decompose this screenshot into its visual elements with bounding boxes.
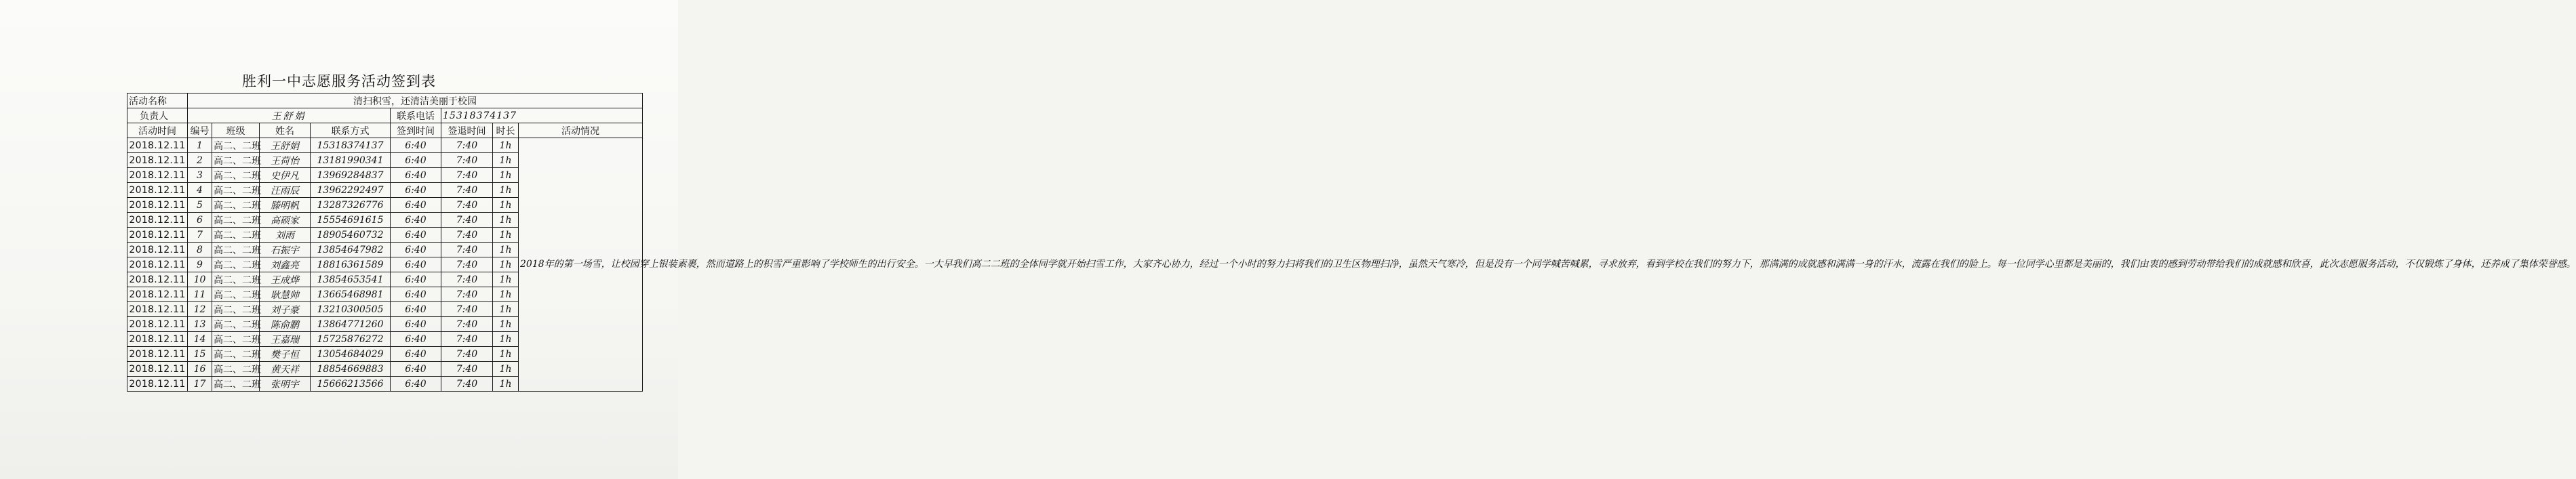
row-checkin: 6:40 (391, 332, 441, 347)
row-date: 2018.12.11 (127, 138, 188, 153)
row-checkout: 7:40 (441, 228, 493, 243)
row-duration: 1h (493, 272, 519, 287)
row-number: 12 (188, 302, 212, 317)
row-class: 高二、二班 (212, 377, 260, 392)
row-name: 王舒娟 (260, 138, 311, 153)
row-phone: 13181990341 (311, 153, 391, 168)
row-number: 9 (188, 257, 212, 272)
row-date: 2018.12.11 (127, 272, 188, 287)
col-header-phone: 联系方式 (311, 123, 391, 138)
row-checkin: 6:40 (391, 317, 441, 332)
row-name: 史伊凡 (260, 168, 311, 183)
col-header-checkin: 签到时间 (391, 123, 441, 138)
row-phone: 13210300505 (311, 302, 391, 317)
row-class: 高二、二班 (212, 228, 260, 243)
row-name: 王荷怡 (260, 153, 311, 168)
col-header-summary: 活动情况 (519, 123, 643, 138)
sign-in-table (127, 93, 2576, 392)
row-phone: 13962292497 (311, 183, 391, 198)
row-checkout: 7:40 (441, 347, 493, 362)
row-class: 高二、二班 (212, 153, 260, 168)
activity-summary: 2018年的第一场雪，让校园穿上银装素裹，然而道路上的积雪严重影响了学校师生的出行安全。一大早我们高二二班的全体同学就开始扫雪工作，大家齐心协力，经过一个小时的努力扫将我们的卫生区物理扫净，虽然天气寒冷，但是没有一个同学喊苦喊累，寻求放弃，看到学校在我们的努力下，那满满的成就感和满满一身的汗水，流露在我们的脸上。每一位同学心里都是美丽的，我们由衷的感到劳动带给我们的成就感和欣喜，此次志愿服务活动，不仅锻炼了身体，还养成了集体荣誉感。 (519, 138, 643, 392)
row-name: 耿慧帅 (260, 287, 311, 302)
row-number: 10 (188, 272, 212, 287)
row-name: 张明宇 (260, 377, 311, 392)
row-phone: 18854669883 (311, 362, 391, 377)
row-checkout: 7:40 (441, 317, 493, 332)
row-class: 高二、二班 (212, 272, 260, 287)
row-duration: 1h (493, 317, 519, 332)
row-duration: 1h (493, 213, 519, 228)
row-phone: 18816361589 (311, 257, 391, 272)
row-phone: 13287326776 (311, 198, 391, 213)
row-number: 17 (188, 377, 212, 392)
row-date: 2018.12.11 (127, 347, 188, 362)
row-phone: 15725876272 (311, 332, 391, 347)
row-checkin: 6:40 (391, 228, 441, 243)
row-duration: 1h (493, 302, 519, 317)
row-checkout: 7:40 (441, 213, 493, 228)
table-row (127, 138, 643, 153)
row-number: 4 (188, 183, 212, 198)
row-name: 樊子恒 (260, 347, 311, 362)
activity-name-label: 活动名称 (127, 93, 188, 108)
leader-value: 王舒娟 (188, 108, 391, 123)
row-duration: 1h (493, 228, 519, 243)
row-phone: 15318374137 (311, 138, 391, 153)
row-phone: 13054684029 (311, 347, 391, 362)
row-duration: 1h (493, 243, 519, 257)
row-name: 高硕家 (260, 213, 311, 228)
row-name: 刘雨 (260, 228, 311, 243)
row-number: 1 (188, 138, 212, 153)
col-header-checkout: 签退时间 (441, 123, 493, 138)
row-class: 高二、二班 (212, 257, 260, 272)
row-phone: 13969284837 (311, 168, 391, 183)
row-name: 黄天祥 (260, 362, 311, 377)
row-date: 2018.12.11 (127, 257, 188, 272)
row-checkout: 7:40 (441, 198, 493, 213)
row-checkin: 6:40 (391, 302, 441, 317)
row-checkout: 7:40 (441, 168, 493, 183)
row-name: 王成烨 (260, 272, 311, 287)
row-date: 2018.12.11 (127, 377, 188, 392)
col-header-duration: 时长 (493, 123, 519, 138)
row-duration: 1h (493, 138, 519, 153)
row-checkout: 7:40 (441, 257, 493, 272)
row-phone: 18905460732 (311, 228, 391, 243)
col-header-name: 姓名 (260, 123, 311, 138)
row-class: 高二、二班 (212, 362, 260, 377)
row-name: 汪雨辰 (260, 183, 311, 198)
row-name: 刘鑫亮 (260, 257, 311, 272)
row-phone: 13854653541 (311, 272, 391, 287)
row-duration: 1h (493, 198, 519, 213)
row-date: 2018.12.11 (127, 213, 188, 228)
header-row (127, 123, 643, 138)
row-class: 高二、二班 (212, 168, 260, 183)
row-date: 2018.12.11 (127, 362, 188, 377)
row-checkin: 6:40 (391, 362, 441, 377)
row-duration: 1h (493, 257, 519, 272)
row-name: 王嘉瑞 (260, 332, 311, 347)
row-number: 2 (188, 153, 212, 168)
row-duration: 1h (493, 153, 519, 168)
col-header-date: 活动时间 (127, 123, 188, 138)
row-checkout: 7:40 (441, 243, 493, 257)
row-class: 高二、二班 (212, 332, 260, 347)
row-class: 高二、二班 (212, 302, 260, 317)
row-class: 高二、二班 (212, 198, 260, 213)
row-number: 14 (188, 332, 212, 347)
row-checkin: 6:40 (391, 257, 441, 272)
row-checkin: 6:40 (391, 153, 441, 168)
row-number: 11 (188, 287, 212, 302)
row-number: 16 (188, 362, 212, 377)
row-number: 7 (188, 228, 212, 243)
row-class: 高二、二班 (212, 317, 260, 332)
activity-name-row (127, 93, 643, 108)
row-duration: 1h (493, 287, 519, 302)
row-phone: 15666213566 (311, 377, 391, 392)
row-checkout: 7:40 (441, 362, 493, 377)
row-checkin: 6:40 (391, 347, 441, 362)
row-checkout: 7:40 (441, 153, 493, 168)
row-checkout: 7:40 (441, 377, 493, 392)
row-duration: 1h (493, 183, 519, 198)
row-checkout: 7:40 (441, 272, 493, 287)
row-class: 高二、二班 (212, 138, 260, 153)
row-number: 8 (188, 243, 212, 257)
row-date: 2018.12.11 (127, 332, 188, 347)
row-checkout: 7:40 (441, 287, 493, 302)
activity-name-value: 清扫积雪，还清洁美丽于校园 (188, 93, 643, 108)
row-checkin: 6:40 (391, 213, 441, 228)
row-class: 高二、二班 (212, 347, 260, 362)
phone-label: 联系电话 (391, 108, 441, 123)
row-checkin: 6:40 (391, 183, 441, 198)
col-header-no: 编号 (188, 123, 212, 138)
row-date: 2018.12.11 (127, 228, 188, 243)
row-duration: 1h (493, 347, 519, 362)
row-date: 2018.12.11 (127, 168, 188, 183)
row-date: 2018.12.11 (127, 287, 188, 302)
row-phone: 13864771260 (311, 317, 391, 332)
row-date: 2018.12.11 (127, 243, 188, 257)
row-class: 高二、二班 (212, 243, 260, 257)
row-date: 2018.12.11 (127, 302, 188, 317)
page-title: 胜利一中志愿服务活动签到表 (242, 73, 436, 89)
row-duration: 1h (493, 362, 519, 377)
row-phone: 13854647982 (311, 243, 391, 257)
row-checkin: 6:40 (391, 243, 441, 257)
row-checkout: 7:40 (441, 183, 493, 198)
row-duration: 1h (493, 332, 519, 347)
row-phone: 13665468981 (311, 287, 391, 302)
row-name: 滕明帆 (260, 198, 311, 213)
row-checkin: 6:40 (391, 287, 441, 302)
row-number: 13 (188, 317, 212, 332)
row-date: 2018.12.11 (127, 198, 188, 213)
row-date: 2018.12.11 (127, 317, 188, 332)
row-number: 15 (188, 347, 212, 362)
row-checkin: 6:40 (391, 377, 441, 392)
row-checkin: 6:40 (391, 198, 441, 213)
leader-row (127, 108, 643, 123)
row-name: 石振宇 (260, 243, 311, 257)
row-number: 3 (188, 168, 212, 183)
row-checkin: 6:40 (391, 272, 441, 287)
row-checkout: 7:40 (441, 332, 493, 347)
phone-value: 15318374137 (441, 108, 643, 123)
row-checkout: 7:40 (441, 138, 493, 153)
row-number: 5 (188, 198, 212, 213)
row-checkin: 6:40 (391, 138, 441, 153)
row-duration: 1h (493, 377, 519, 392)
row-class: 高二、二班 (212, 213, 260, 228)
row-checkout: 7:40 (441, 302, 493, 317)
row-class: 高二、二班 (212, 287, 260, 302)
row-name: 刘子豪 (260, 302, 311, 317)
row-duration: 1h (493, 168, 519, 183)
col-header-class: 班级 (212, 123, 260, 138)
row-date: 2018.12.11 (127, 153, 188, 168)
row-number: 6 (188, 213, 212, 228)
leader-label: 负责人 (127, 108, 188, 123)
row-checkin: 6:40 (391, 168, 441, 183)
row-name: 陈俞鹏 (260, 317, 311, 332)
row-date: 2018.12.11 (127, 183, 188, 198)
row-phone: 15554691615 (311, 213, 391, 228)
row-class: 高二、二班 (212, 183, 260, 198)
